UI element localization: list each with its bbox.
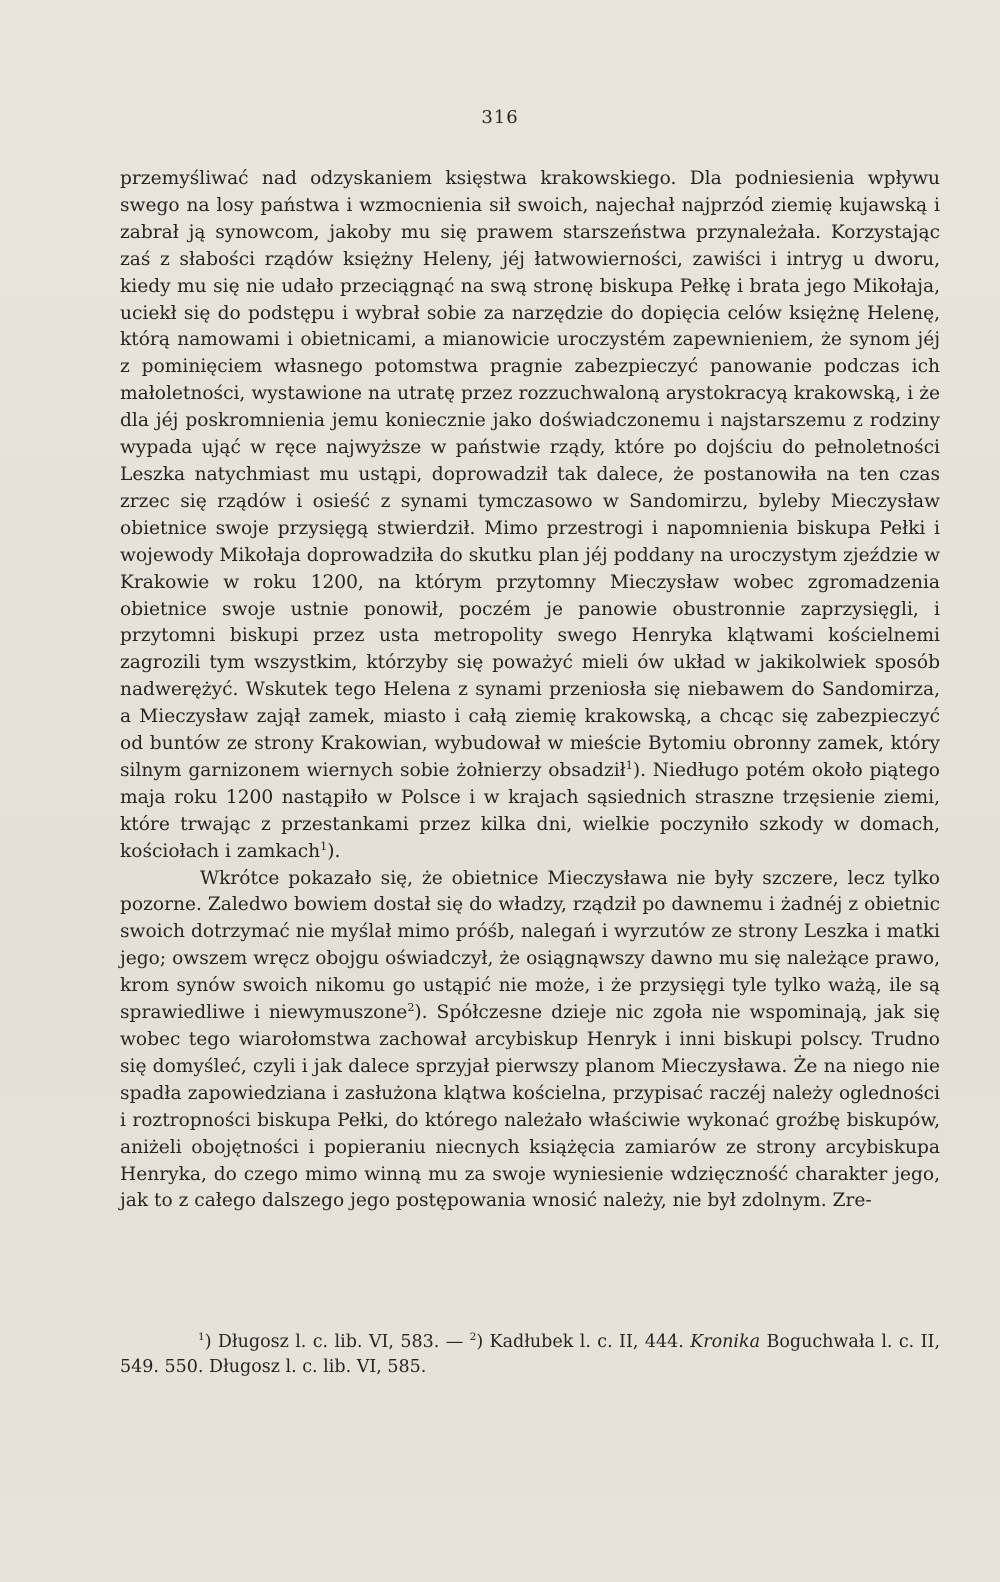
text-run: ) Kadłubek l. c. II, 444. [476, 1332, 691, 1352]
text-run: ). [327, 840, 341, 862]
text-run: przemyśliwać nad odzyskaniem księstwa krakowskiego. Dla podniesienia wpływu swego na losy państwa i wzmocnienia sił swoich, najechał najprzód ziemię kujawską i zabrał ją synowcom, jakoby mu się prawem starszeństwa przynależała. Korzystając zaś z słabości rządów księżny Heleny, jéj łatwowierności, zawiści i intryg u dworu, kiedy mu się nie udało przeciągnąć na swą stronę biskupa Pełkę i brata jego Mikołaja, uciekł się do podstępu i wybrał sobie za narzędzie do dopięcia celów księżnę Helenę, którą namowami i obietnicami, a mianowicie uroczystém zapewnieniem, że synom jéj z pominięciem własnego potomstwa pragnie zabezpieczyć panowanie podczas ich małoletności, wystawione na utratę przez rozzuchwaloną arystokracyą krakowską, i że dla jéj poskromnienia jemu koniecznie jako doświadczonemu i najstarszemu z rodziny wypada ująć w ręce najwyższe w państwie rządy, które po dojściu do pełnoletności Leszka natychmiast mu ustąpi, doprowadził tak dalece, że postanowiła na ten czas zrzec się rządów i osieść z synami tymczasowo w Sandomirzu, byleby Mieczysław obietnice swoje przysięgą stwierdził. Mimo przestrogi i napomnienia biskupa Pełki i wojewody Mikołaja doprowadziła do skutku plan jéj poddany na uroczystym zjeździe w Krakowie w roku 1200, na którym przytomny Mieczysław wobec zgromadzenia obietnice swoje ustnie ponowił, poczém je panowie obustronnie zaprzysięgli, i przytomni biskupi przez usta metropolity swego Henryka klątwami kościelnemi zagrozili tym wszystkim, którzyby się poważyć mieli ów układ w jakikolwiek sposób nadwerężyć. Wskutek tego Helena z synami przeniosła się niebawem do Sandomirza, a Mieczysław zajął zamek, miasto i całą ziemię krakowską, a chcąc się zabezpieczyć od buntów ze strony Krakowian, wybudował w mieście Bytomiu obronny zamek, który silnym garnizonem wiernych sobie żołnierzy obsadził [120, 168, 940, 781]
footnote-marker: 1 [198, 1331, 205, 1344]
footnote-marker: 1 [320, 839, 328, 853]
footnotes [120, 1330, 940, 1380]
page-number: 316 [481, 107, 519, 128]
text-run: Wkrótce pokazało się, że obietnice Mieczysława nie były szczere, lecz tylko pozorne. Zaledwo bowiem dostał się do władzy, rządził po dawnemu i żadnéj z obietnic swoich dotrzymać nie myślał mimo próśb, nalegań i wyrzutów ze strony Leszka i matki jego; owszem wręcz obojgu oświadczył, że osiągnąwszy dawno mu się należące prawo, krom synów swoich nikomu go ustąpić nie może, i że przysięgi tyle tylko ważą, ile są sprawiedliwe i niewymuszone [120, 867, 940, 1024]
body-text [120, 166, 940, 1215]
footnote-marker: 1 [625, 758, 633, 772]
text-run: ) Długosz l. c. lib. VI, 583. — [204, 1332, 470, 1352]
footnote-paragraph [120, 1330, 940, 1380]
italic-title: Kronika [690, 1332, 761, 1352]
footnote-marker: 2 [469, 1331, 477, 1344]
text-run: ). Niedługo potém około piątego maja roku 1200 nastąpiło w Polsce i w krajach sąsiednich straszne trzęsienie ziemi, które trwając z przestankami przez kilka dni, wielkie poczyniło szkody w domach, kościołach i zamkach [120, 759, 940, 862]
footnote-marker: 2 [407, 1000, 415, 1014]
paragraph [120, 166, 940, 866]
paragraph [120, 866, 940, 1216]
text-run: Boguchwała l. c. II, 549. 550. Długosz l. c. lib. VI, 585. [120, 1332, 941, 1377]
text-run: ). Spółczesne dzieje nic zgoła nie wspominają, jak się wobec tego wiarołomstwa zachował arcybiskup Henryk i inni biskupi polscy. Trudno się domyśleć, czyli i jak dalece sprzyjał pierwszy planom Mieczysława. Że na niego nie spadła zapowiedziana i zasłużona klątwa kościelna, przypisać raczéj należy ogledności i roztropności biskupa Pełki, do którego należało właściwie wykonać groźbę biskupów, aniżeli obojętności i popieraniu niecnych książęcia zamiarów ze strony arcybiskupa Henryka, do czego mimo winną mu za swoje wyniesienie wdzięczność charakter jego, jak to z całego dalszego jego postępowania wnosić należy, nie był zdolnym. Zre- [120, 1002, 941, 1212]
